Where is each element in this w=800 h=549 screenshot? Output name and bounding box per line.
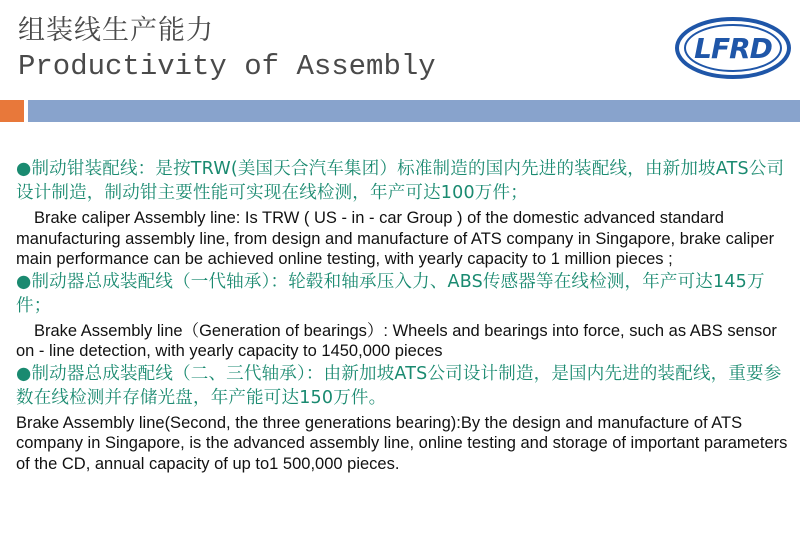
- bullet-icon: ●: [16, 363, 32, 384]
- section-2-cn: ●制动器总成装配线（一代轴承）：轮毂和轴承压入力、ABS传感器等在线检测，年产可达145万件；: [16, 271, 765, 316]
- bullet-icon: ●: [16, 159, 32, 179]
- section-3-cn: ●制动器总成装配线（二、三代轴承）：由新加坡ATS公司设计制造，是国内先进的装配线，重要参数在线检测并存储光盘，年产能可达150万件。: [16, 363, 782, 408]
- logo-text: LFRD: [694, 32, 772, 65]
- bullet-icon: ●: [16, 271, 32, 292]
- section-3-en: Brake Assembly line(Second, the three generations bearing):By the design and manufacture of ATS company in Singapore, is the advanced assembly line, online testing and storage of important parameters of the CD, annual capacity of up to1 500,000 pieces.: [16, 413, 788, 473]
- page-title-chinese: 组装线生产能力: [18, 15, 214, 46]
- section-1-en: Brake caliper Assembly line: Is TRW ( US - in - car Group ) of the domestic advanced standard manufacturing assembly line, from design and manufacture of ATS company in Singapore, brake caliper main performance can be achieved online testing, with yearly capacity to 1 million pieces ;: [16, 209, 775, 268]
- content-body: [16, 157, 794, 474]
- section-2-en: Brake Assembly line（Generation of bearings）: Wheels and bearings into force, such as ABS sensor on - line detection, with yearly capacity to 1450,000 pieces: [16, 321, 777, 360]
- section-1-cn: ●制动钳装配线：是按TRW(美国天合汽车集团）标准制造的国内先进的装配线，由新加坡ATS公司设计制造，制动钳主要性能可实现在线检测，年产可达100万件；: [16, 159, 785, 203]
- accent-bar-orange: [0, 100, 24, 122]
- accent-bar-blue: [28, 100, 800, 122]
- company-logo: [674, 16, 792, 80]
- page-title-english: Productivity of Assembly: [18, 50, 436, 83]
